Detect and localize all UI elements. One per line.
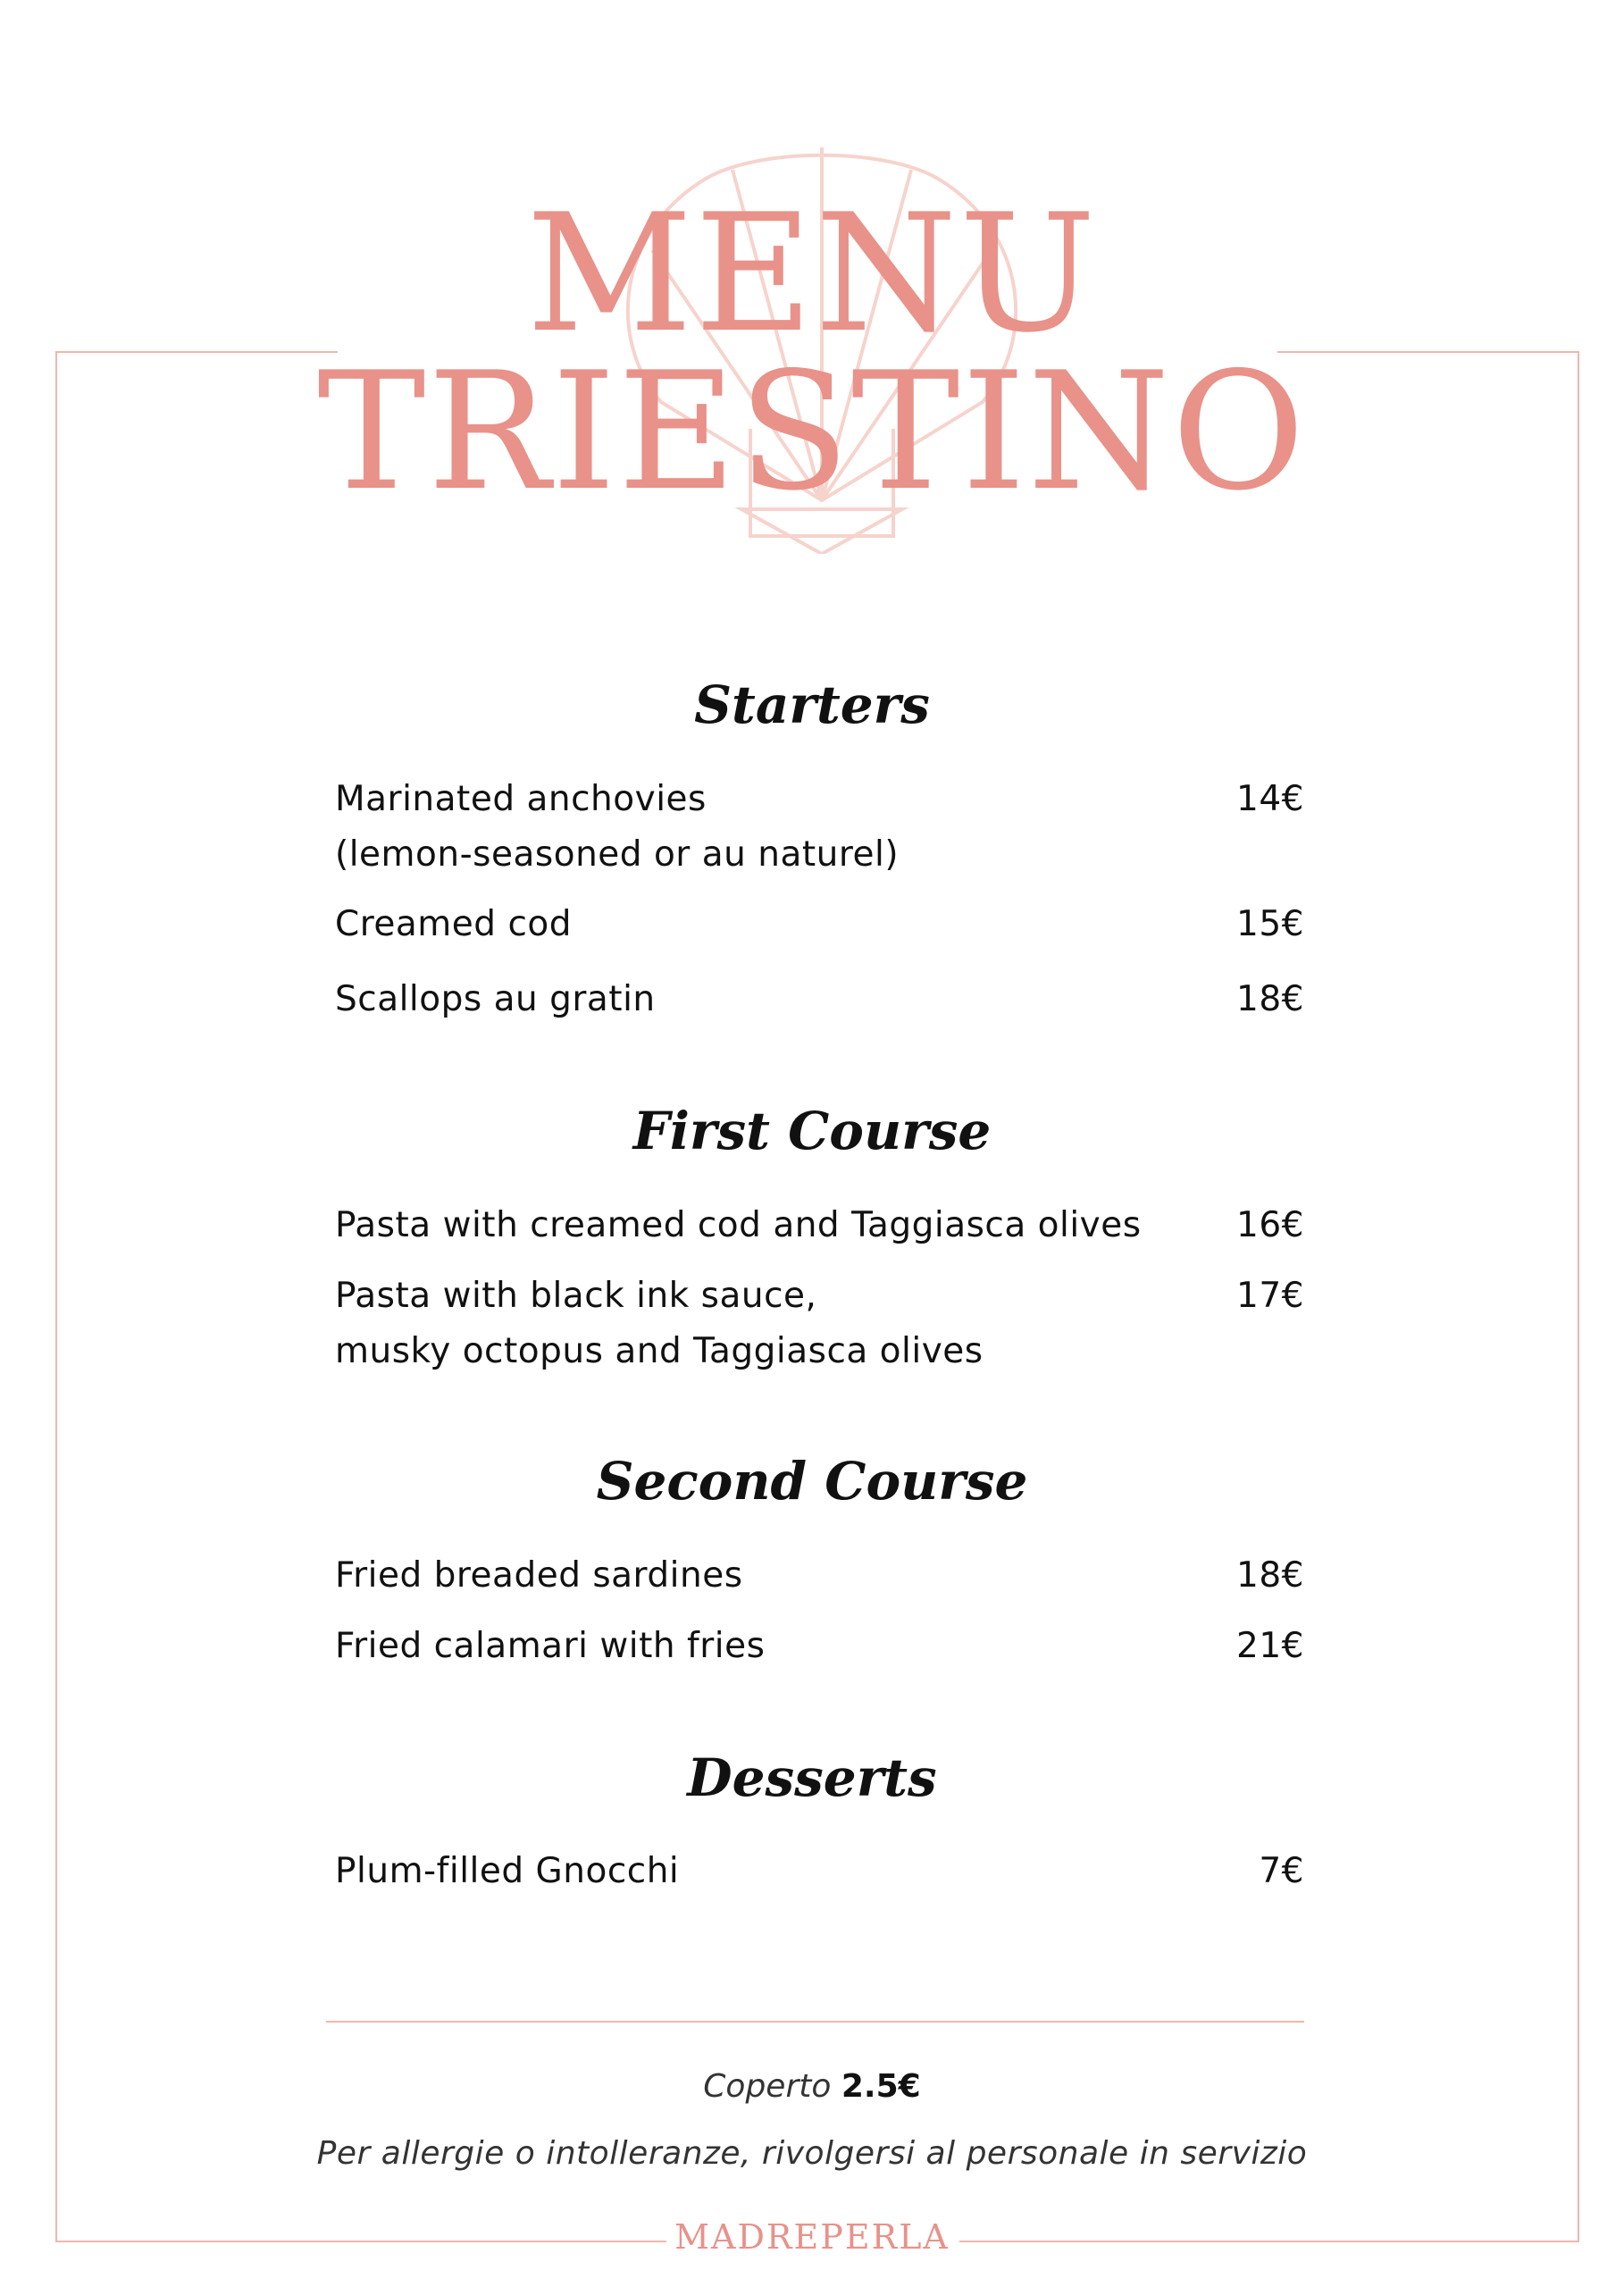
menu-item-name: Plum-filled Gnocchi: [335, 1851, 680, 1891]
menu-item-note: (lemon-seasoned or au naturel): [335, 834, 900, 875]
menu-item: [335, 1548, 1304, 1604]
menu-title-line1: MENU: [526, 179, 1098, 368]
menu-item-name: Fried breaded sardines: [335, 1555, 743, 1596]
menu-item-name: Pasta with black ink sauce,: [335, 1276, 817, 1316]
menu-item-price: 18€: [1236, 979, 1304, 1019]
coperto-amount: 2.5€: [841, 2068, 921, 2105]
allergy-note: Per allergie o intolleranze, rivolgersi al personale in servizio: [316, 2135, 1308, 2172]
coperto-line: [0, 2068, 1624, 2105]
menu-title-line2: TRIESTINO: [317, 337, 1307, 526]
menu-item-price: 7€: [1259, 1851, 1304, 1891]
section-heading-desserts: Desserts: [687, 1747, 937, 1808]
menu-item: [335, 1619, 1304, 1674]
frame-right-line: [1578, 351, 1579, 2242]
menu-item: [335, 1844, 1304, 1899]
section-heading-starters: Starters: [694, 674, 930, 735]
brand-logo-text: MADREPERLA: [674, 2217, 950, 2257]
menu-item: [335, 772, 1304, 883]
menu-item: [335, 897, 1304, 952]
menu-item-name: Creamed cod: [335, 904, 572, 944]
coperto-label: Coperto: [703, 2068, 832, 2105]
menu-item-name: Pasta with creamed cod and Taggiasca olives: [335, 1205, 1142, 1245]
menu-item-name: Scallops au gratin: [335, 979, 656, 1019]
menu-item-note: musky octopus and Taggiasca olives: [335, 1331, 984, 1371]
menu-item-name: Fried calamari with fries: [335, 1626, 766, 1666]
menu-item-price: 17€: [1236, 1276, 1304, 1316]
section-heading-second-course: Second Course: [596, 1451, 1028, 1512]
menu-item-price: 15€: [1236, 904, 1304, 944]
menu-item-price: 21€: [1236, 1626, 1304, 1666]
menu-item-price: 14€: [1236, 779, 1304, 819]
footer-divider: [326, 2021, 1304, 2023]
menu-item-name: Marinated anchovies: [335, 779, 707, 819]
menu-item: [335, 972, 1304, 1027]
section-heading-first-course: First Course: [632, 1101, 992, 1161]
menu-item-price: 18€: [1236, 1555, 1304, 1596]
frame-left-line: [55, 351, 57, 2242]
menu-item-price: 16€: [1236, 1205, 1304, 1245]
menu-item: [335, 1269, 1304, 1379]
menu-item: [335, 1198, 1304, 1253]
